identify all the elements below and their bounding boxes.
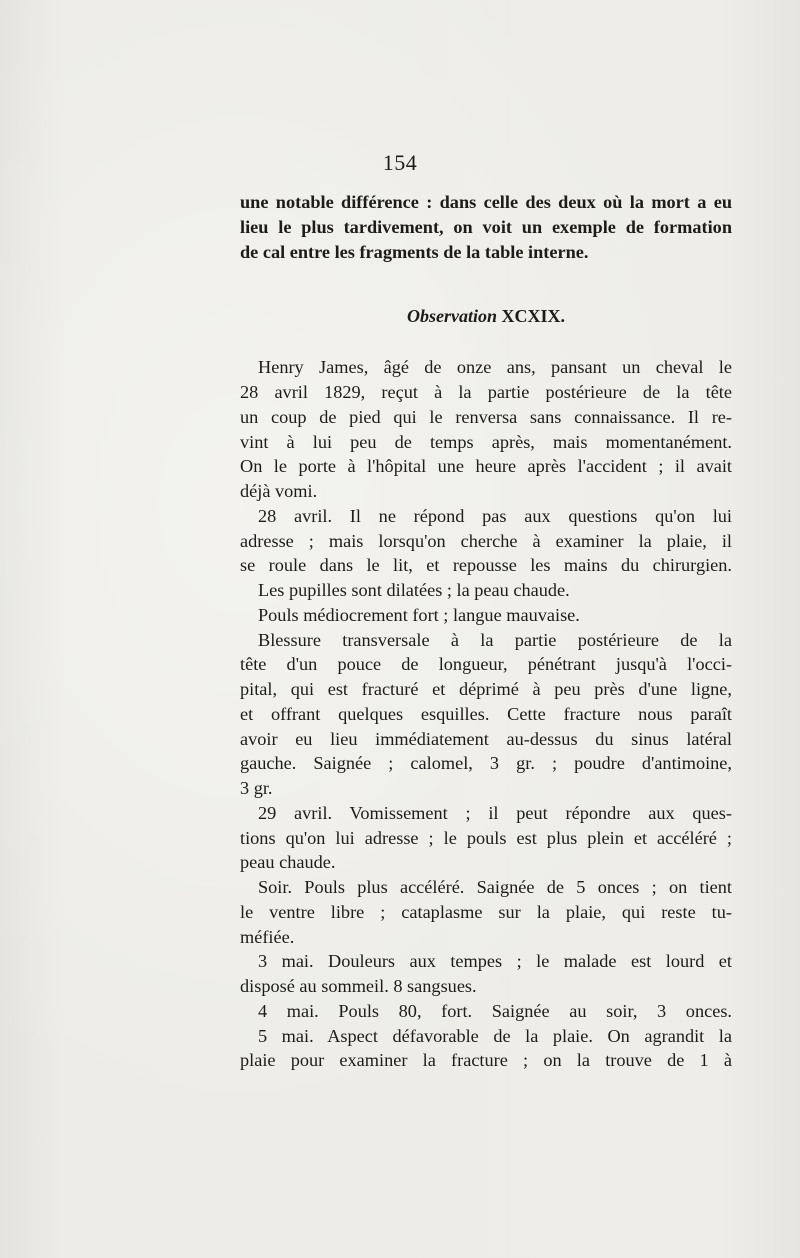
- intro-line: de cal entre les fragments de la table interne.: [240, 241, 589, 262]
- body-line: disposé au sommeil. 8 sangsues.: [240, 976, 477, 996]
- body-line: 4 mai. Pouls 80, fort. Saignée au soir, 3 onces.: [258, 1000, 732, 1021]
- body-line: 3 gr.: [240, 778, 273, 798]
- body-line: Pouls médiocrement fort ; langue mauvaise.: [258, 604, 580, 625]
- body-line: avoir eu lieu immédiatement au-dessus du sinus latéral: [240, 728, 732, 749]
- body-line: se roule dans le lit, et repousse les mains du chirurgien.: [240, 555, 732, 576]
- body-line: méfiée.: [240, 926, 295, 947]
- body-line: Henry James, âgé de onze ans, pansant un cheval le: [258, 357, 732, 378]
- page-number: 154: [382, 150, 418, 175]
- intro-line: une notable différence : dans celle des deux où la mort a eu: [240, 192, 732, 212]
- body-line: et offrant quelques esquilles. Cette fracture nous paraît: [240, 703, 732, 724]
- body-line: vint à lui peu de temps après, mais momentanément.: [240, 431, 732, 452]
- body-line: peau chaude.: [240, 852, 336, 873]
- body-line: 29 avril. Vomissement ; il peut répondre aux ques-: [258, 802, 732, 823]
- body-line: pital, qui est fracturé et déprimé à peu près d'une ligne,: [240, 679, 732, 699]
- body-line: plaie pour examiner la fracture ; on la trouve de 1 à: [240, 1050, 732, 1071]
- page-text: [240, 190, 732, 1073]
- intro-line: lieu le plus tardivement, on voit un exemple de formation: [240, 216, 732, 237]
- body-line: gauche. Saignée ; calomel, 3 gr. ; poudre d'antimoine,: [240, 753, 732, 774]
- observation-heading: [240, 304, 732, 328]
- body-line: le ventre libre ; cataplasme sur la plaie, qui reste tu-: [240, 901, 732, 922]
- body-line: Soir. Pouls plus accéléré. Saignée de 5 onces ; on tient: [258, 877, 732, 897]
- observation-label: Observation: [406, 306, 497, 327]
- body-line: tête d'un pouce de longueur, pénétrant jusqu'à l'occi-: [240, 654, 732, 675]
- body-line: tions qu'on lui adresse ; le pouls est plus plein et accéléré ;: [240, 827, 732, 848]
- body-line: 5 mai. Aspect défavorable de la plaie. On agrandit la: [258, 1025, 732, 1046]
- body-line: adresse ; mais lorsqu'on cherche à examiner la plaie, il: [240, 530, 732, 551]
- body-line: un coup de pied qui le renversa sans connaissance. Il re-: [240, 406, 732, 427]
- body-line: On le porte à l'hôpital une heure après l'accident ; il avait: [240, 456, 732, 477]
- body-line: 28 avril. Il ne répond pas aux questions qu'on lui: [258, 505, 732, 526]
- body-line: Blessure transversale à la partie postérieure de la: [258, 629, 732, 650]
- observation-numeral: XCXIX.: [501, 306, 565, 327]
- body-line: déjà vomi.: [240, 481, 318, 501]
- body-line: Les pupilles sont dilatées ; la peau chaude.: [258, 580, 570, 600]
- body-line: 28 avril 1829, reçut à la partie postérieure de la tête: [240, 382, 732, 402]
- body-line: 3 mai. Douleurs aux tempes ; le malade est lourd et: [258, 951, 732, 972]
